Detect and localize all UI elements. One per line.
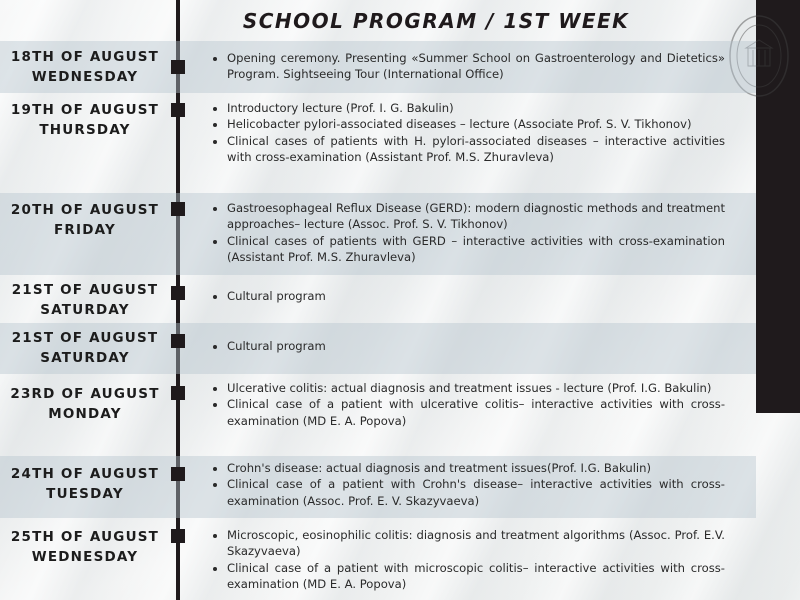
date-day: 21ST OF AUGUST: [11, 282, 159, 298]
activity-item: • Ulcerative colitis: actual diagnosis and treatment issues - lecture (Prof. I.G. Bakulin): [227, 380, 725, 396]
activity-item: • Clinical cases of patients with H. pylori-associated diseases – interactive activities with cross-examination (Assistant Prof. M.S. Zhuravleva): [227, 133, 725, 166]
date-label: [0, 100, 170, 140]
timeline-marker: [171, 286, 185, 300]
activity-list: [212, 200, 725, 266]
date-weekday: WEDNESDAY: [31, 69, 139, 85]
schedule-row: [0, 456, 756, 518]
timeline-marker: [171, 386, 185, 400]
date-day: 24TH OF AUGUST: [10, 466, 160, 482]
date-label: [0, 384, 170, 424]
activity-item: • Gastroesophageal Reflux Disease (GERD): modern diagnostic methods and treatment approaches– lecture (Assoc. Prof. S. V. Tikhonov): [227, 200, 725, 233]
activity-item: • Introductory lecture (Prof. I. G. Bakulin): [227, 100, 725, 116]
date-day: 20TH OF AUGUST: [10, 202, 160, 218]
activity-list: [212, 288, 725, 304]
page-title: SCHOOL PROGRAM / 1ST WEEK: [242, 9, 630, 33]
activity-item: • Cultural program: [227, 338, 725, 354]
timeline-marker: [171, 529, 185, 543]
date-label: [0, 464, 170, 504]
date-weekday: FRIDAY: [54, 222, 116, 238]
activity-item: • Clinical case of a patient with ulcerative colitis– interactive activities with cross-examination (MD E. A. Popova): [227, 396, 725, 429]
date-label: [0, 280, 170, 320]
timeline-marker: [171, 60, 185, 74]
activity-list: [212, 460, 725, 509]
activity-item: • Crohn's disease: actual diagnosis and treatment issues(Prof. I.G. Bakulin): [227, 460, 725, 476]
activity-item: • Clinical case of a patient with Crohn's disease– interactive activities with cross-examination (Assoc. Prof. E. V. Skazyvaeva): [227, 476, 725, 509]
activity-item: • Clinical cases of patients with GERD – interactive activities with cross-examination (Assistant Prof. M.S. Zhuravleva): [227, 233, 725, 266]
schedule-row: [0, 275, 756, 323]
schedule-row: [0, 193, 756, 275]
activity-list: [212, 527, 725, 593]
date-weekday: SATURDAY: [40, 350, 130, 366]
date-day: 21ST OF AUGUST: [11, 330, 159, 346]
activity-item: • Clinical case of a patient with microscopic colitis– interactive activities with cross-examination (MD E. A. Popova): [227, 560, 725, 593]
date-weekday: WEDNESDAY: [31, 549, 139, 565]
timeline-marker: [171, 103, 185, 117]
activity-list: [212, 50, 725, 83]
timeline-marker: [171, 202, 185, 216]
timeline-marker: [171, 334, 185, 348]
date-day: 18TH OF AUGUST: [10, 49, 160, 65]
schedule-row: [0, 323, 756, 374]
date-weekday: TUESDAY: [46, 486, 124, 502]
schedule-row: [0, 374, 756, 456]
activity-list: [212, 338, 725, 354]
date-weekday: MONDAY: [48, 406, 122, 422]
date-weekday: SATURDAY: [40, 302, 130, 318]
date-day: 23RD OF AUGUST: [10, 386, 160, 402]
date-label: [0, 328, 170, 368]
date-weekday: THURSDAY: [39, 122, 131, 138]
schedule-row: [0, 41, 756, 93]
timeline-marker: [171, 467, 185, 481]
date-day: 19TH OF AUGUST: [10, 102, 160, 118]
activity-list: [212, 380, 725, 429]
schedule-row: [0, 518, 756, 600]
activity-list: [212, 100, 725, 166]
activity-item: • Microscopic, eosinophilic colitis: diagnosis and treatment algorithms (Assoc. Prof. E.V. Skazyvaeva): [227, 527, 725, 560]
date-label: [0, 200, 170, 240]
activity-item: • Helicobacter pylori-associated diseases – lecture (Associate Prof. S. V. Tikhonov): [227, 116, 725, 132]
date-day: 25TH OF AUGUST: [10, 529, 160, 545]
schedule-row: [0, 93, 756, 193]
activity-item: • Cultural program: [227, 288, 725, 304]
date-label: [0, 47, 170, 87]
activity-item: • Opening ceremony. Presenting «Summer School on Gastroenterology and Dietetics» Program. Sightseeing Tour (International Office): [227, 50, 725, 83]
date-label: [0, 527, 170, 567]
